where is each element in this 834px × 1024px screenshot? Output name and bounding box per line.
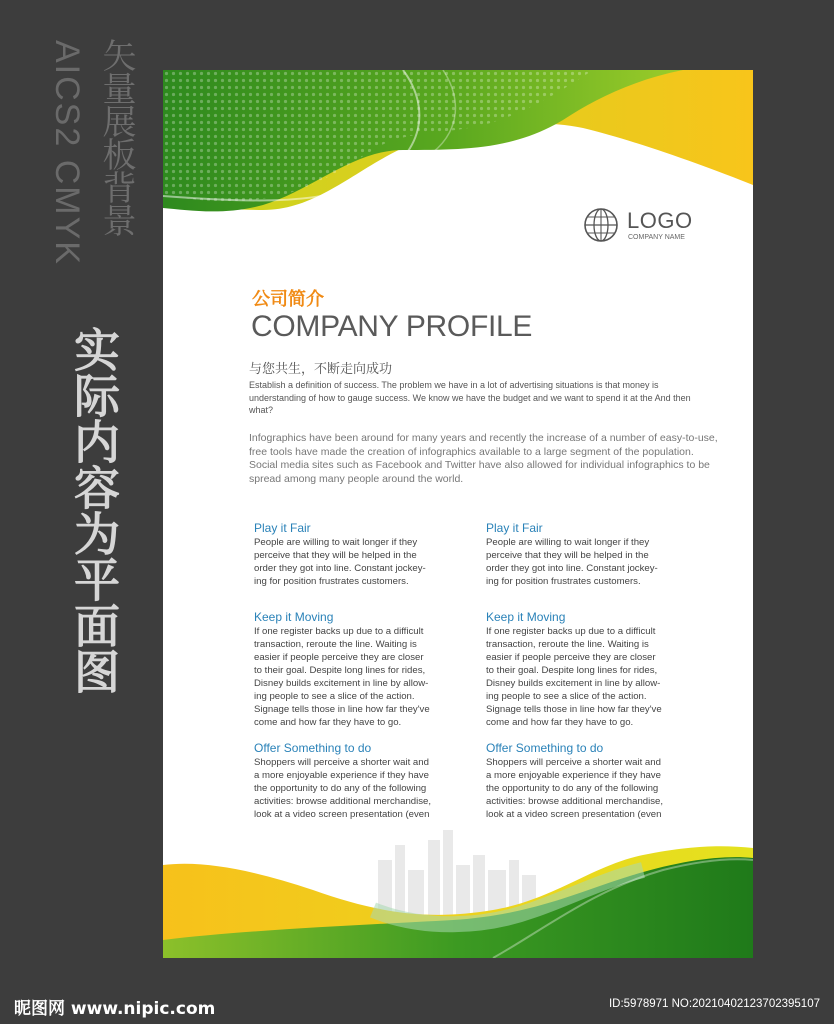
logo-subtitle: COMPANY NAME: [628, 234, 685, 241]
section: [486, 520, 701, 599]
side-big-caption: 实际内容为平面图: [67, 326, 121, 694]
slogan: 与您共生，不断走向成功: [249, 362, 393, 377]
image-id: ID:5978971 NO:20210402123702395107: [608, 998, 820, 1010]
section-body: If one register backs up due to a difficult transaction, reroute the line. Waiting is easier if people perceive they are closer to their goal. Despite long lines for rides, Disney builds excitement in line by allow- ing people to see a slice of the action. Signage tells those in line how far they've come and how far they have to go.: [486, 626, 662, 728]
section: [254, 520, 469, 599]
section-title: Offer Something to do: [254, 741, 372, 755]
section: [254, 609, 469, 730]
site-brand: 昵图网 www.nipic.com: [14, 999, 216, 1019]
chinese-title: 公司简介: [252, 289, 324, 310]
intro-paragraph-2: Infographics have been around for many years and recently the increase of a number of easy-to-use, free tools have made the creation of infographics available to a large segment of the population. Social media sites such as Facebook and Twitter have also allowed for individual infographics to be spread among many people around the world.: [249, 432, 718, 485]
section-body: People are willing to wait longer if they perceive that they will be helped in the order they got into line. Constant jockey- ing for position frustrates customers.: [254, 537, 426, 587]
section-body: Shoppers will perceive a shorter wait and a more enjoyable experience if they have the opportunity to do any of the following activities: browse additional merchandise, look at a video screen presentation (even: [254, 757, 432, 820]
section: [254, 740, 469, 820]
right-column: [486, 520, 701, 830]
section-body: If one register backs up due to a difficult transaction, reroute the line. Waiting is easier if people perceive they are closer to their goal. Despite long lines for rides, Disney builds excitement in line by allow- ing people to see a slice of the action. Signage tells those in line how far they've come and how far they have to go.: [254, 626, 430, 728]
side-faint-cn: 矢量展板背景: [96, 38, 136, 236]
side-watermark: [48, 38, 142, 278]
section-title: Play it Fair: [486, 521, 543, 535]
section: [486, 609, 701, 730]
logo-title: LOGO: [627, 208, 693, 233]
section-title: Offer Something to do: [486, 741, 604, 755]
section-body: People are willing to wait longer if they perceive that they will be helped in the order they got into line. Constant jockey- ing for position frustrates customers.: [486, 537, 658, 587]
section-title: Play it Fair: [254, 521, 311, 535]
section-title: Keep it Moving: [254, 610, 334, 624]
side-faint-en: AICS2 CMYK: [48, 40, 86, 266]
footer-bar: [0, 968, 834, 1024]
section-body: Shoppers will perceive a shorter wait and a more enjoyable experience if they have the opportunity to do any of the following activities: browse additional merchandise, look at a video screen presentation (even: [486, 757, 664, 820]
poster: [163, 70, 753, 958]
page-title: COMPANY PROFILE: [251, 310, 533, 343]
globe-icon: [583, 206, 619, 244]
section: [486, 740, 701, 820]
section-title: Keep it Moving: [486, 610, 566, 624]
left-column: [254, 520, 469, 830]
intro-paragraph-1: Establish a definition of success. The problem we have in a lot of advertising situations is that money is understanding of how to gauge success. We know we have the budget and we want to spend it at the And then what?: [249, 380, 691, 415]
company-logo: [583, 206, 723, 250]
